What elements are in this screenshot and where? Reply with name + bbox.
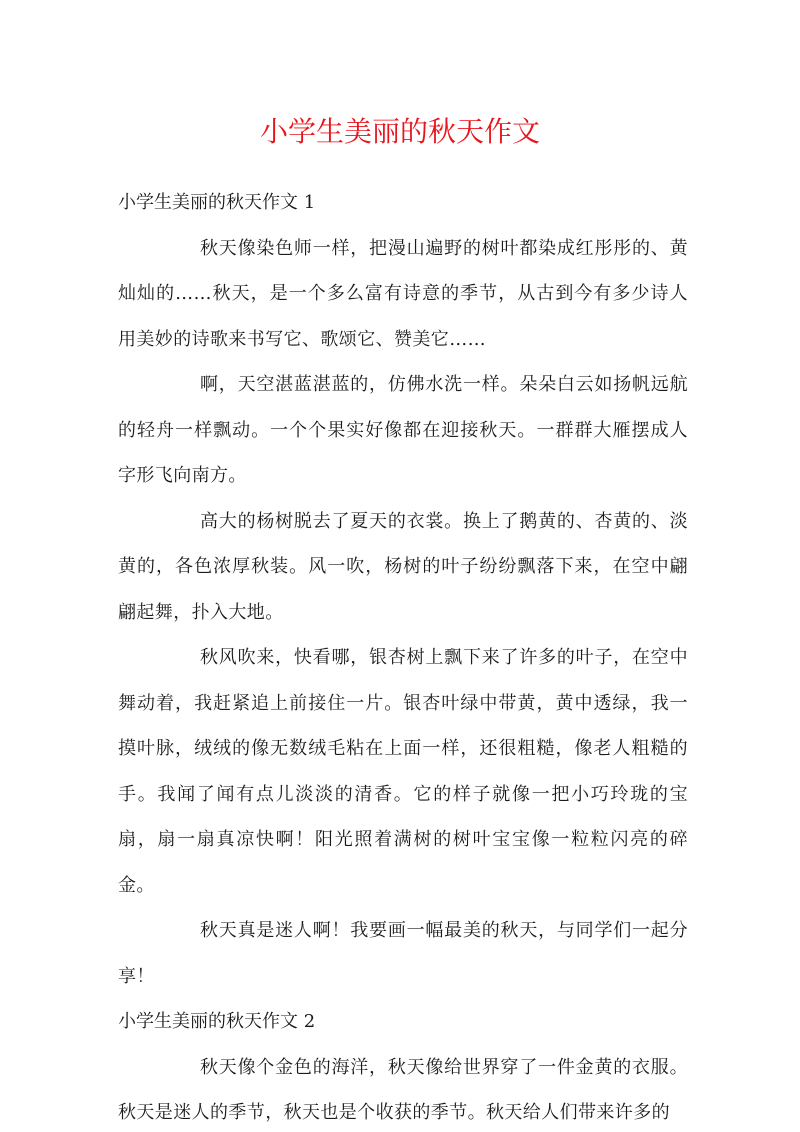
document-body [118,180,688,1132]
essay-section-2 [118,999,688,1132]
paragraph: 秋天真是迷人啊！我要画一幅最美的秋天，与同学们一起分享！ [118,920,688,987]
paragraph: 秋天像染色师一样，把漫山遍野的树叶都染成红彤彤的、黄灿灿的……秋天，是一个多么富有诗意的季节，从古到今有多少诗人用美妙的诗歌来书写它、歌颂它、赞美它…… [118,237,688,350]
section-heading: 小学生美丽的秋天作文 2 [118,1011,316,1032]
paragraph: 高大的杨树脱去了夏天的衣裳。换上了鹅黄的、杏黄的、淡黄的，各色浓厚秋装。风一吹，杨树的叶子纷纷飘落下来，在空中翩翩起舞，扑入大地。 [118,510,688,623]
paragraph: 秋风吹来，快看哪，银杏树上飘下来了许多的叶子，在空中舞动着，我赶紧追上前接住一片。银杏叶绿中带黄，黄中透绿，我一摸叶脉，绒绒的像无数绒毛粘在上面一样，还很粗糙，像老人粗糙的手。我闻了闻有点儿淡淡的清香。它的样子就像一把小巧玲珑的宝扇，扇一扇真凉快啊！阳光照着满树的树叶宝宝像一粒粒闪亮的碎金。 [118,647,688,896]
document-title: 小学生美丽的秋天作文 [259,115,540,148]
essay-section-1 [118,180,688,999]
paragraph: 秋天像个金色的海洋，秋天像给世界穿了一件金黄的衣服。秋天是迷人的季节，秋天也是个收获的季节。秋天给人们带来许多的 [118,1056,688,1123]
section-heading: 小学生美丽的秋天作文 1 [118,192,316,213]
paragraph: 啊，天空湛蓝湛蓝的，仿佛水洗一样。朵朵白云如扬帆远航的轻舟一样飘动。一个个果实好像都在迎接秋天。一群群大雁摆成人字形飞向南方。 [118,374,688,486]
